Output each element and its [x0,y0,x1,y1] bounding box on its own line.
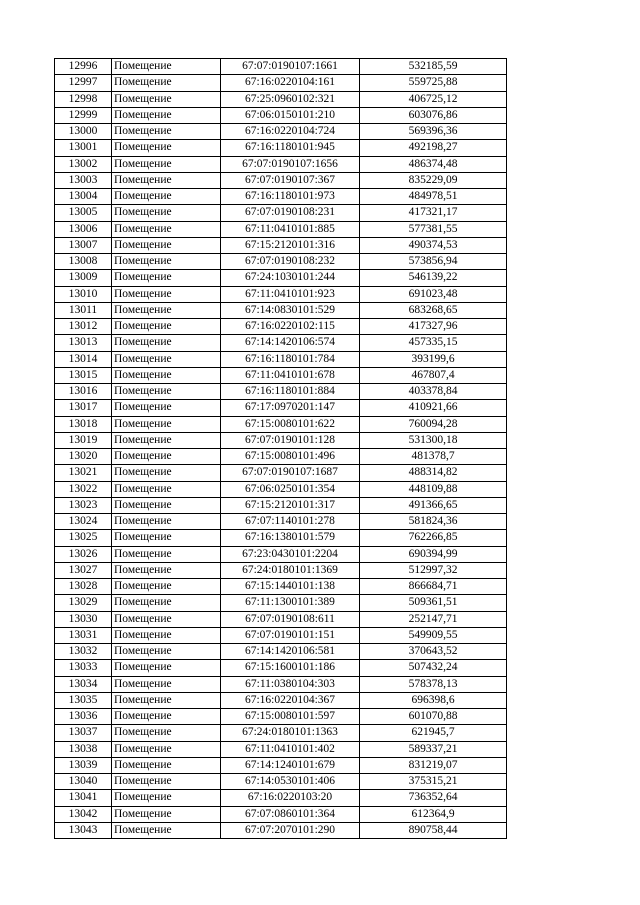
cadastral-number-cell: 67:15:0080101:496 [221,449,360,465]
row-number-cell: 12997 [55,75,112,91]
object-type-cell: Помещение [112,676,221,692]
cadastral-number-cell: 67:25:0960102:321 [221,91,360,107]
row-number-cell: 13006 [55,221,112,237]
row-number-cell: 13023 [55,497,112,513]
cadastral-number-cell: 67:14:1420106:581 [221,644,360,660]
cadastral-number-cell: 67:23:0430101:2204 [221,546,360,562]
object-type-cell: Помещение [112,822,221,838]
object-type-cell: Помещение [112,254,221,270]
table-row [55,156,507,172]
object-type-cell: Помещение [112,465,221,481]
object-type-cell: Помещение [112,562,221,578]
value-cell: 507432,24 [360,660,507,676]
row-number-cell: 13031 [55,627,112,643]
object-type-cell: Помещение [112,384,221,400]
object-type-cell: Помещение [112,124,221,140]
cadastral-number-cell: 67:11:0410101:678 [221,367,360,383]
cadastral-number-cell: 67:07:0190107:1661 [221,59,360,75]
row-number-cell: 13009 [55,270,112,286]
value-cell: 581824,36 [360,514,507,530]
object-type-cell: Помещение [112,335,221,351]
table-row [55,91,507,107]
row-number-cell: 13004 [55,189,112,205]
row-number-cell: 13032 [55,644,112,660]
cadastral-number-cell: 67:06:0250101:354 [221,481,360,497]
object-type-cell: Помещение [112,91,221,107]
row-number-cell: 13015 [55,367,112,383]
row-number-cell: 13001 [55,140,112,156]
value-cell: 691023,48 [360,286,507,302]
row-number-cell: 13017 [55,400,112,416]
object-type-cell: Помещение [112,286,221,302]
row-number-cell: 13019 [55,432,112,448]
cadastral-number-cell: 67:07:0190108:232 [221,254,360,270]
object-type-cell: Помещение [112,579,221,595]
table-row [55,692,507,708]
table-row [55,237,507,253]
table-row [55,660,507,676]
table-row [55,416,507,432]
row-number-cell: 13003 [55,172,112,188]
table-row [55,351,507,367]
cadastral-number-cell: 67:11:0380104:303 [221,676,360,692]
object-type-cell: Помещение [112,774,221,790]
cadastral-number-cell: 67:24:0180101:1369 [221,562,360,578]
table-row [55,107,507,123]
row-number-cell: 12996 [55,59,112,75]
value-cell: 890758,44 [360,822,507,838]
table-row [55,124,507,140]
object-type-cell: Помещение [112,660,221,676]
value-cell: 403378,84 [360,384,507,400]
cadastral-number-cell: 67:15:0080101:622 [221,416,360,432]
cadastral-number-cell: 67:07:1140101:278 [221,514,360,530]
value-cell: 406725,12 [360,91,507,107]
value-cell: 549909,55 [360,627,507,643]
value-cell: 448109,88 [360,481,507,497]
value-cell: 481378,7 [360,449,507,465]
table-row [55,514,507,530]
row-number-cell: 13020 [55,449,112,465]
object-type-cell: Помещение [112,497,221,513]
value-cell: 546139,22 [360,270,507,286]
cadastral-number-cell: 67:06:0150101:210 [221,107,360,123]
cadastral-number-cell: 67:15:0080101:597 [221,709,360,725]
value-cell: 690394,99 [360,546,507,562]
value-cell: 621945,7 [360,725,507,741]
object-type-cell: Помещение [112,790,221,806]
row-number-cell: 13012 [55,319,112,335]
cadastral-number-cell: 67:07:2070101:290 [221,822,360,838]
row-number-cell: 13035 [55,692,112,708]
row-number-cell: 12999 [55,107,112,123]
table-row [55,189,507,205]
object-type-cell: Помещение [112,514,221,530]
table-row [55,530,507,546]
cadastral-number-cell: 67:07:0190107:1656 [221,156,360,172]
table-row [55,741,507,757]
object-type-cell: Помещение [112,107,221,123]
value-cell: 457335,15 [360,335,507,351]
object-type-cell: Помещение [112,692,221,708]
table-row [55,384,507,400]
object-type-cell: Помещение [112,481,221,497]
table-row [55,481,507,497]
cadastral-number-cell: 67:07:0190101:128 [221,432,360,448]
table-row [55,221,507,237]
table-row [55,806,507,822]
row-number-cell: 13016 [55,384,112,400]
value-cell: 492198,27 [360,140,507,156]
row-number-cell: 13011 [55,302,112,318]
cadastral-number-cell: 67:16:1180101:973 [221,189,360,205]
row-number-cell: 13021 [55,465,112,481]
object-type-cell: Помещение [112,205,221,221]
table-row [55,644,507,660]
cadastral-number-cell: 67:14:0830101:529 [221,302,360,318]
cadastral-number-cell: 67:14:1240101:679 [221,757,360,773]
object-type-cell: Помещение [112,140,221,156]
object-type-cell: Помещение [112,237,221,253]
cadastral-number-cell: 67:11:0410101:923 [221,286,360,302]
value-cell: 417321,17 [360,205,507,221]
cadastral-number-cell: 67:07:0190107:1687 [221,465,360,481]
table-row [55,270,507,286]
cadastral-number-cell: 67:16:1180101:884 [221,384,360,400]
table-row [55,449,507,465]
table-row [55,465,507,481]
value-cell: 573856,94 [360,254,507,270]
value-cell: 866684,71 [360,579,507,595]
object-type-cell: Помещение [112,757,221,773]
value-cell: 531300,18 [360,432,507,448]
object-type-cell: Помещение [112,432,221,448]
object-type-cell: Помещение [112,644,221,660]
value-cell: 736352,64 [360,790,507,806]
row-number-cell: 13029 [55,595,112,611]
table-row [55,172,507,188]
row-number-cell: 13024 [55,514,112,530]
table-row [55,335,507,351]
cadastral-number-cell: 67:15:1600101:186 [221,660,360,676]
value-cell: 509361,51 [360,595,507,611]
row-number-cell: 13026 [55,546,112,562]
table-row [55,774,507,790]
object-type-cell: Помещение [112,172,221,188]
object-type-cell: Помещение [112,725,221,741]
cadastral-number-cell: 67:16:0220104:367 [221,692,360,708]
object-type-cell: Помещение [112,741,221,757]
value-cell: 835229,09 [360,172,507,188]
value-cell: 491366,65 [360,497,507,513]
object-type-cell: Помещение [112,319,221,335]
value-cell: 569396,36 [360,124,507,140]
row-number-cell: 13025 [55,530,112,546]
row-number-cell: 13018 [55,416,112,432]
object-type-cell: Помещение [112,59,221,75]
row-number-cell: 12998 [55,91,112,107]
cadastral-number-cell: 67:24:1030101:244 [221,270,360,286]
value-cell: 512997,32 [360,562,507,578]
object-type-cell: Помещение [112,302,221,318]
cadastral-number-cell: 67:16:0220104:161 [221,75,360,91]
row-number-cell: 13043 [55,822,112,838]
table-row [55,611,507,627]
table-row [55,254,507,270]
row-number-cell: 13014 [55,351,112,367]
row-number-cell: 13000 [55,124,112,140]
row-number-cell: 13022 [55,481,112,497]
object-type-cell: Помещение [112,400,221,416]
object-type-cell: Помещение [112,189,221,205]
cadastral-number-cell: 67:16:0220102:115 [221,319,360,335]
cadastral-number-cell: 67:16:0220104:724 [221,124,360,140]
object-type-cell: Помещение [112,270,221,286]
value-cell: 486374,48 [360,156,507,172]
value-cell: 601070,88 [360,709,507,725]
row-number-cell: 13007 [55,237,112,253]
object-type-cell: Помещение [112,351,221,367]
cadastral-number-cell: 67:07:0860101:364 [221,806,360,822]
row-number-cell: 13034 [55,676,112,692]
value-cell: 603076,86 [360,107,507,123]
cadastral-number-cell: 67:16:1180101:784 [221,351,360,367]
row-number-cell: 13037 [55,725,112,741]
table-row [55,75,507,91]
cadastral-number-cell: 67:15:2120101:316 [221,237,360,253]
object-type-cell: Помещение [112,367,221,383]
cadastral-number-cell: 67:07:0190108:611 [221,611,360,627]
row-number-cell: 13041 [55,790,112,806]
table-row [55,205,507,221]
value-cell: 393199,6 [360,351,507,367]
row-number-cell: 13013 [55,335,112,351]
cadastral-number-cell: 67:07:0190107:367 [221,172,360,188]
cadastral-number-cell: 67:11:1300101:389 [221,595,360,611]
cadastral-number-cell: 67:15:2120101:317 [221,497,360,513]
table-row [55,319,507,335]
value-cell: 831219,07 [360,757,507,773]
object-type-cell: Помещение [112,546,221,562]
row-number-cell: 13038 [55,741,112,757]
value-cell: 559725,88 [360,75,507,91]
value-cell: 410921,66 [360,400,507,416]
row-number-cell: 13040 [55,774,112,790]
table-row [55,822,507,838]
table-row [55,562,507,578]
value-cell: 612364,9 [360,806,507,822]
value-cell: 488314,82 [360,465,507,481]
table-row [55,59,507,75]
object-type-cell: Помещение [112,709,221,725]
value-cell: 252147,71 [360,611,507,627]
value-cell: 417327,96 [360,319,507,335]
table-row [55,546,507,562]
table-row [55,790,507,806]
value-cell: 577381,55 [360,221,507,237]
cadastral-number-cell: 67:11:0410101:885 [221,221,360,237]
object-type-cell: Помещение [112,611,221,627]
object-type-cell: Помещение [112,595,221,611]
table-row [55,497,507,513]
property-table [54,58,507,839]
row-number-cell: 13028 [55,579,112,595]
object-type-cell: Помещение [112,156,221,172]
value-cell: 589337,21 [360,741,507,757]
table-row [55,757,507,773]
value-cell: 683268,65 [360,302,507,318]
object-type-cell: Помещение [112,416,221,432]
value-cell: 762266,85 [360,530,507,546]
table-body [55,59,507,839]
row-number-cell: 13030 [55,611,112,627]
table-row [55,579,507,595]
table-row [55,400,507,416]
table-row [55,286,507,302]
table-row [55,676,507,692]
cadastral-number-cell: 67:24:0180101:1363 [221,725,360,741]
row-number-cell: 13027 [55,562,112,578]
object-type-cell: Помещение [112,75,221,91]
cadastral-number-cell: 67:15:1440101:138 [221,579,360,595]
row-number-cell: 13033 [55,660,112,676]
cadastral-number-cell: 67:16:1180101:945 [221,140,360,156]
table-row [55,595,507,611]
value-cell: 375315,21 [360,774,507,790]
row-number-cell: 13005 [55,205,112,221]
value-cell: 578378,13 [360,676,507,692]
table-row [55,627,507,643]
value-cell: 484978,51 [360,189,507,205]
table-row [55,367,507,383]
value-cell: 760094,28 [360,416,507,432]
object-type-cell: Помещение [112,627,221,643]
cadastral-number-cell: 67:07:0190101:151 [221,627,360,643]
row-number-cell: 13039 [55,757,112,773]
value-cell: 370643,52 [360,644,507,660]
object-type-cell: Помещение [112,221,221,237]
row-number-cell: 13010 [55,286,112,302]
value-cell: 532185,59 [360,59,507,75]
cadastral-number-cell: 67:07:0190108:231 [221,205,360,221]
table-row [55,432,507,448]
value-cell: 467807,4 [360,367,507,383]
object-type-cell: Помещение [112,449,221,465]
row-number-cell: 13002 [55,156,112,172]
value-cell: 696398,6 [360,692,507,708]
cadastral-number-cell: 67:14:1420106:574 [221,335,360,351]
table-row [55,709,507,725]
value-cell: 490374,53 [360,237,507,253]
row-number-cell: 13042 [55,806,112,822]
object-type-cell: Помещение [112,530,221,546]
table-row [55,140,507,156]
cadastral-number-cell: 67:14:0530101:406 [221,774,360,790]
cadastral-number-cell: 67:11:0410101:402 [221,741,360,757]
table-row [55,302,507,318]
row-number-cell: 13036 [55,709,112,725]
cadastral-number-cell: 67:16:1380101:579 [221,530,360,546]
table-row [55,725,507,741]
object-type-cell: Помещение [112,806,221,822]
cadastral-number-cell: 67:16:0220103:20 [221,790,360,806]
row-number-cell: 13008 [55,254,112,270]
cadastral-number-cell: 67:17:0970201:147 [221,400,360,416]
